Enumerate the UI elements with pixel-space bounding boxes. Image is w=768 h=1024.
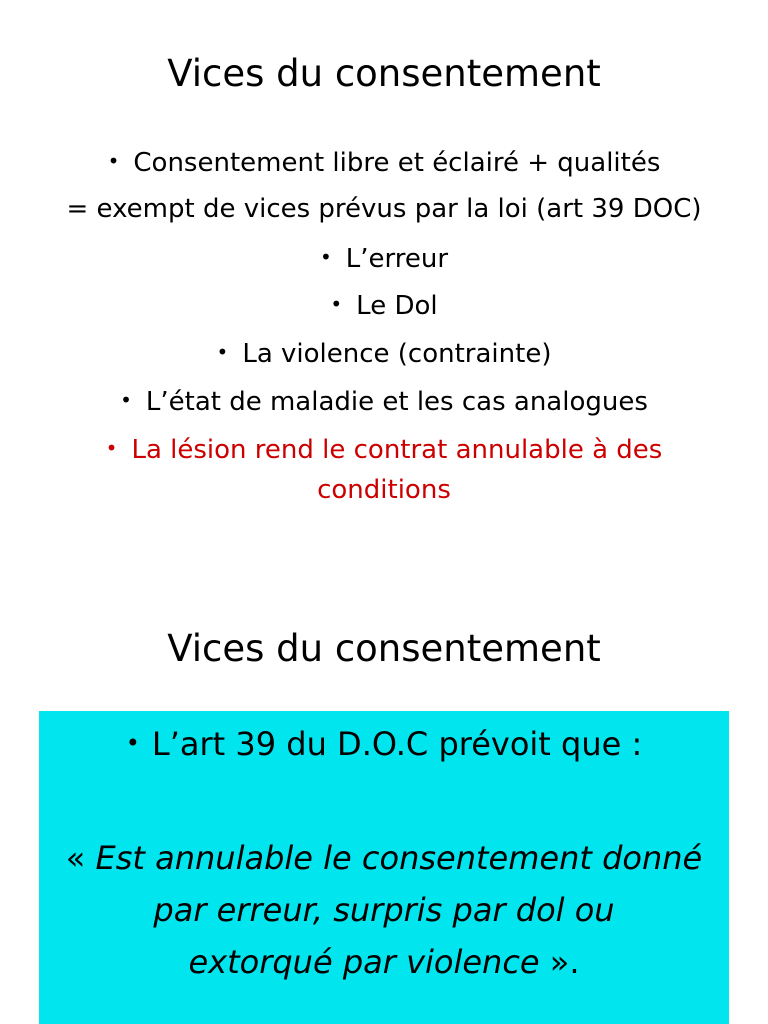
quote-open-mark: « (65, 839, 96, 877)
bullet-dot: • (216, 340, 229, 364)
bullet-text: L’erreur (345, 244, 449, 274)
slide-1-title: Vices du consentement (167, 52, 601, 95)
bullet-dot: • (319, 245, 332, 269)
bullet-text: L’état de maladie et les cas analogues (145, 387, 648, 417)
bullet-text: La lésion rend le contrat annulable à des (131, 435, 663, 465)
bullet-text: Le Dol (356, 291, 438, 321)
bullet-dot: • (125, 729, 140, 757)
quote-text-1: Est annulable le consentement donné (95, 839, 703, 877)
quote-line-2: par erreur, surpris par dol ou (153, 891, 615, 929)
quote-text-3: extorqué par violence (188, 943, 540, 981)
bullet-dot: • (107, 149, 120, 173)
bullet-dot: • (330, 292, 343, 316)
bullet-violence (0, 335, 768, 371)
slide-2 (0, 576, 768, 1024)
bullet-consentement (0, 144, 768, 180)
bullet-dot: • (120, 388, 132, 412)
bullet-erreur (0, 240, 768, 276)
quote-box (39, 711, 729, 1024)
intro-text: L’art 39 du D.O.C prévoit que : (151, 725, 643, 763)
quote-line-1 (39, 838, 729, 878)
quote-line-3 (39, 942, 729, 982)
lesion-continuation: conditions (317, 475, 451, 505)
bullet-text: Consentement libre et éclairé + qualités (133, 148, 661, 178)
bullet-maladie (0, 383, 768, 419)
quote-close-mark: ». (539, 943, 580, 981)
line-exempt-de-vices: = exempt de vices prévus par la loi (art 39 DOC) (66, 194, 702, 224)
bullet-dol (0, 287, 768, 323)
bullet-text: La violence (contrainte) (242, 339, 552, 369)
bullet-dot: • (105, 436, 118, 460)
slide-2-title: Vices du consentement (167, 627, 601, 670)
intro-bullet (39, 723, 729, 764)
bullet-lesion (0, 431, 768, 467)
